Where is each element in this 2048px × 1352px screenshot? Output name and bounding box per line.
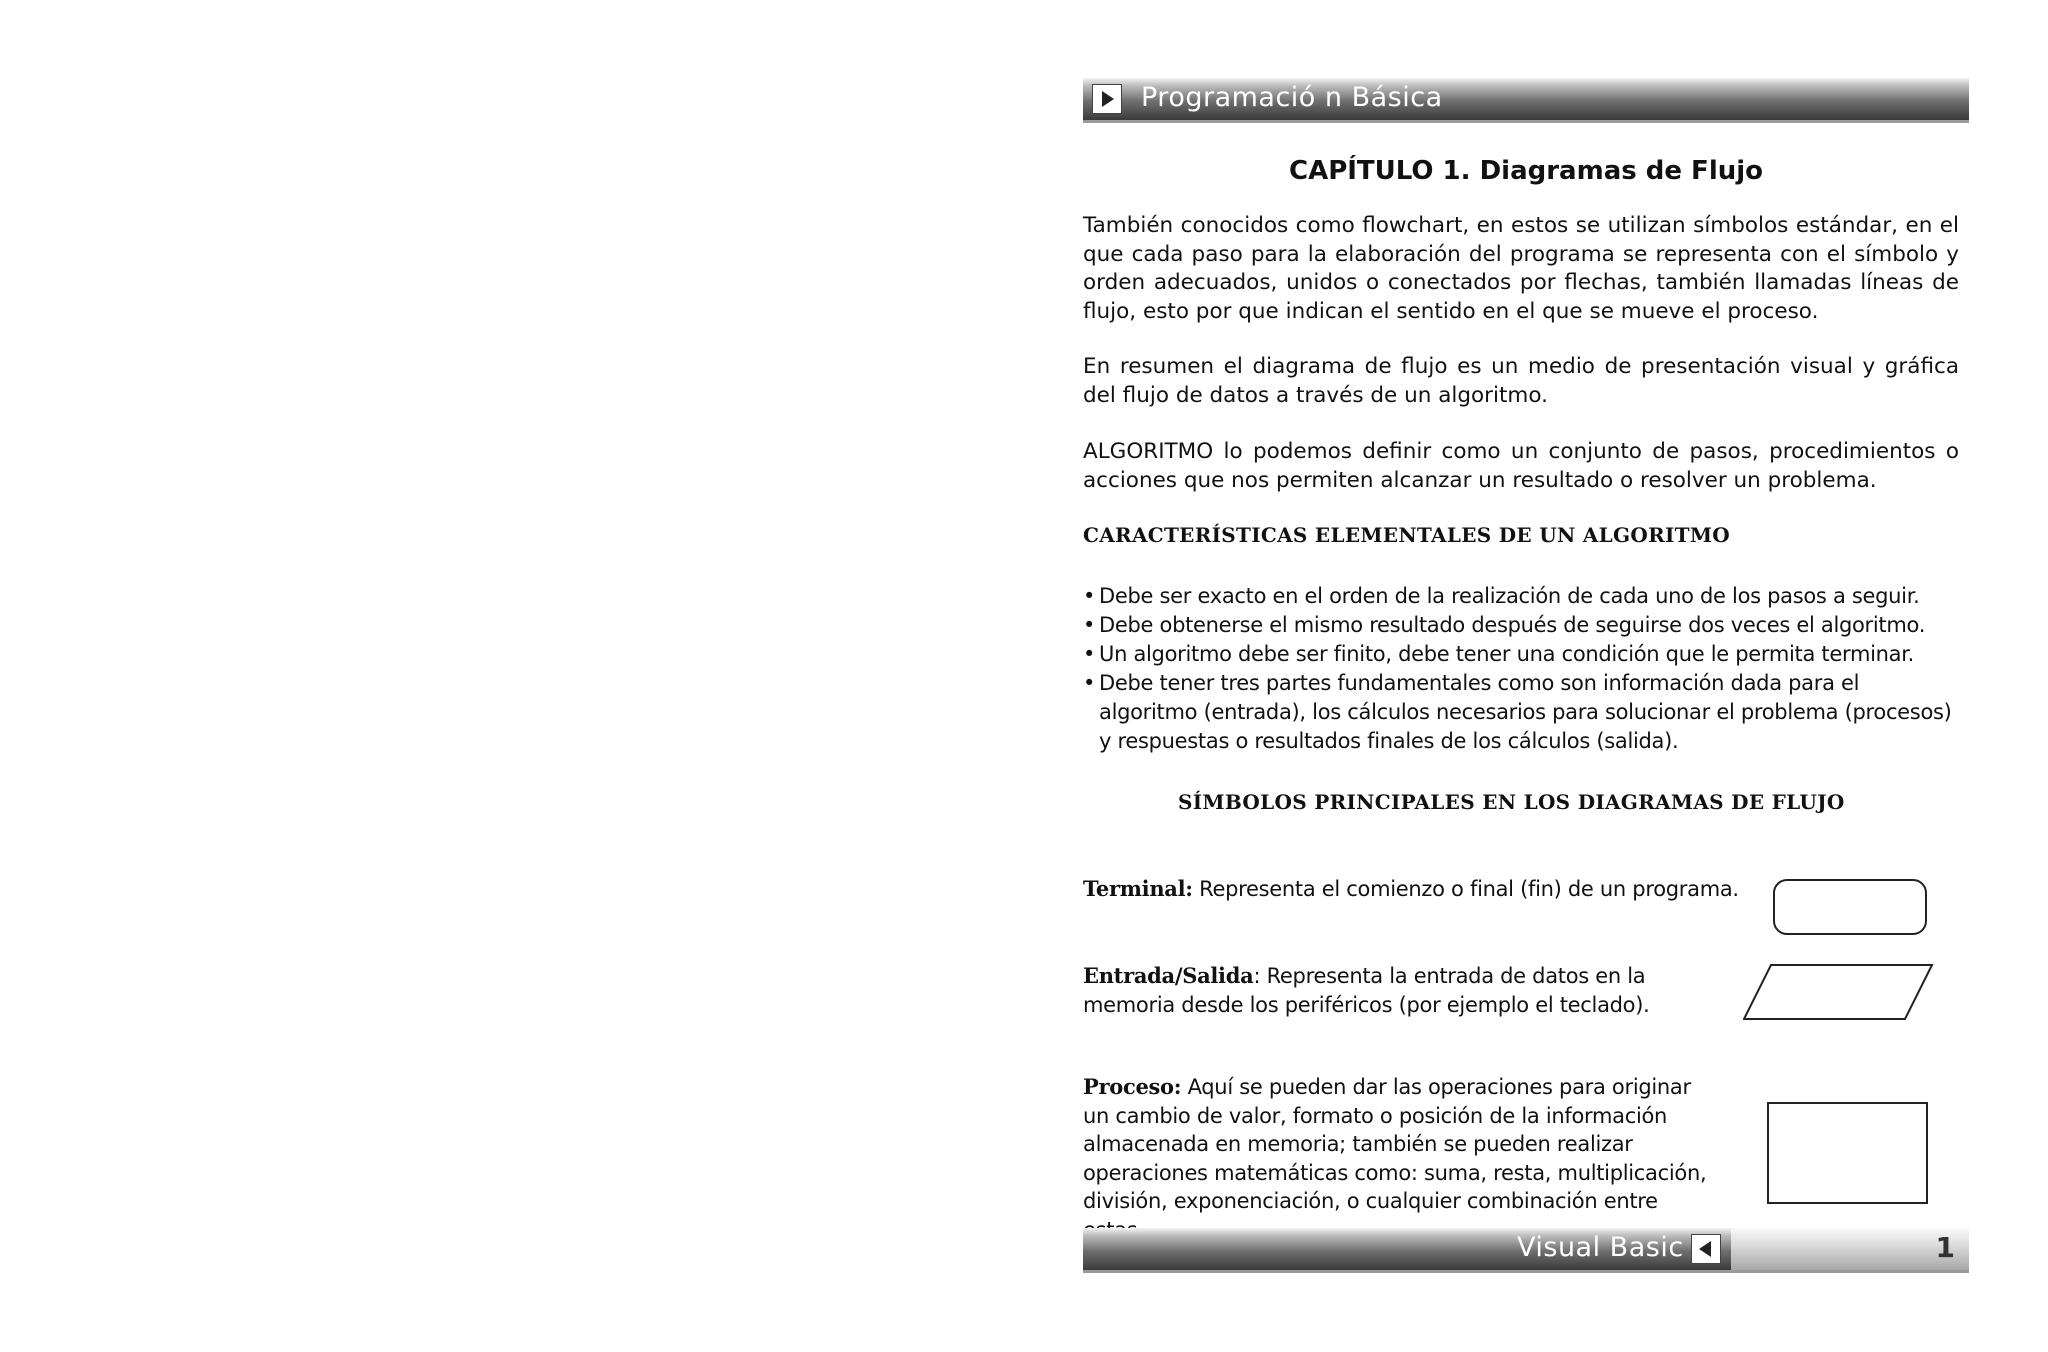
header-title: Programació n Básica bbox=[1141, 82, 1443, 113]
footer-page-segment bbox=[1731, 1228, 1969, 1270]
paragraph-summary: En resumen el diagrama de flujo es un medio de presentación visual y gráfica del flujo de datos a través de un algoritmo. bbox=[1083, 354, 1959, 408]
bullet-icon: • bbox=[1083, 613, 1096, 637]
footer-title: Visual Basic bbox=[1517, 1232, 1684, 1263]
symbol-io-description: Entrada/Salida: Representa la entrada de datos en la memoria desde los periféricos (por ejemplo el teclado). bbox=[1083, 963, 1650, 1017]
symbol-terminal-label: Terminal: bbox=[1083, 876, 1193, 901]
symbol-io-label: Entrada/Salida bbox=[1083, 963, 1254, 988]
chapter-title: CAPÍTULO 1. Diagramas de Flujo bbox=[1288, 156, 1764, 186]
bullet-icon: • bbox=[1083, 671, 1096, 695]
terminal-shape-icon bbox=[1773, 879, 1927, 935]
play-left-icon bbox=[1691, 1234, 1721, 1264]
characteristics-list bbox=[1083, 582, 1963, 756]
header-bar bbox=[1083, 78, 1969, 123]
paragraph-intro: También conocidos como flowchart, en estos se utilizan símbolos estándar, en el que cada paso para la elaboración del programa se representa con el símbolo y orden adecuados, unidos o conectados por flechas, también llamadas líneas de flujo, esto por que indican el sentido en el que se mueve el proceso. bbox=[1083, 213, 1959, 324]
bullet-icon: • bbox=[1083, 642, 1096, 666]
footer-bar bbox=[1083, 1228, 1969, 1273]
characteristics-heading: CARACTERÍSTICAS ELEMENTALES DE UN ALGORITMO bbox=[1083, 523, 1730, 547]
list-item: • Debe ser exacto en el orden de la realización de cada uno de los pasos a seguir. bbox=[1083, 582, 1963, 611]
list-item: • Debe tener tres partes fundamentales como son información dada para el algoritmo (entrada), los cálculos necesarios para solucionar el problema (procesos) y respuestas o resultados finales de los cálculos (salida). bbox=[1083, 671, 1952, 753]
page-number: 1 bbox=[1935, 1231, 1955, 1264]
symbol-terminal-description: Terminal: Representa el comienzo o final (fin) de un programa. bbox=[1083, 876, 1739, 901]
document-page bbox=[1083, 78, 1969, 1278]
paragraph-algorithm: ALGORITMO lo podemos definir como un conjunto de pasos, procedimientos o acciones que nos permiten alcanzar un resultado o resolver un problema. bbox=[1083, 439, 1959, 493]
rectangle-shape-icon bbox=[1767, 1102, 1928, 1204]
symbols-heading: SÍMBOLOS PRINCIPALES EN LOS DIAGRAMAS DE FLUJO bbox=[1178, 790, 1845, 814]
list-item: • Debe obtenerse el mismo resultado después de seguirse dos veces el algoritmo. bbox=[1083, 611, 1963, 640]
parallelogram-shape-icon bbox=[1743, 962, 1935, 1022]
symbol-process-label: Proceso: bbox=[1083, 1074, 1182, 1099]
bullet-icon: • bbox=[1083, 584, 1096, 608]
symbol-process-description: Proceso: Aquí se pueden dar las operaciones para originar un cambio de valor, formato o posición de la información almacenada en memoria; también se pueden realizar operaciones matemáticas como: suma, resta, multiplicación, división, exponenciación, o cualquier combinación entre bbox=[1083, 1074, 1707, 1213]
list-item: • Un algoritmo debe ser finito, debe tener una condición que le permita terminar. bbox=[1083, 640, 1963, 669]
play-right-icon bbox=[1092, 84, 1122, 114]
